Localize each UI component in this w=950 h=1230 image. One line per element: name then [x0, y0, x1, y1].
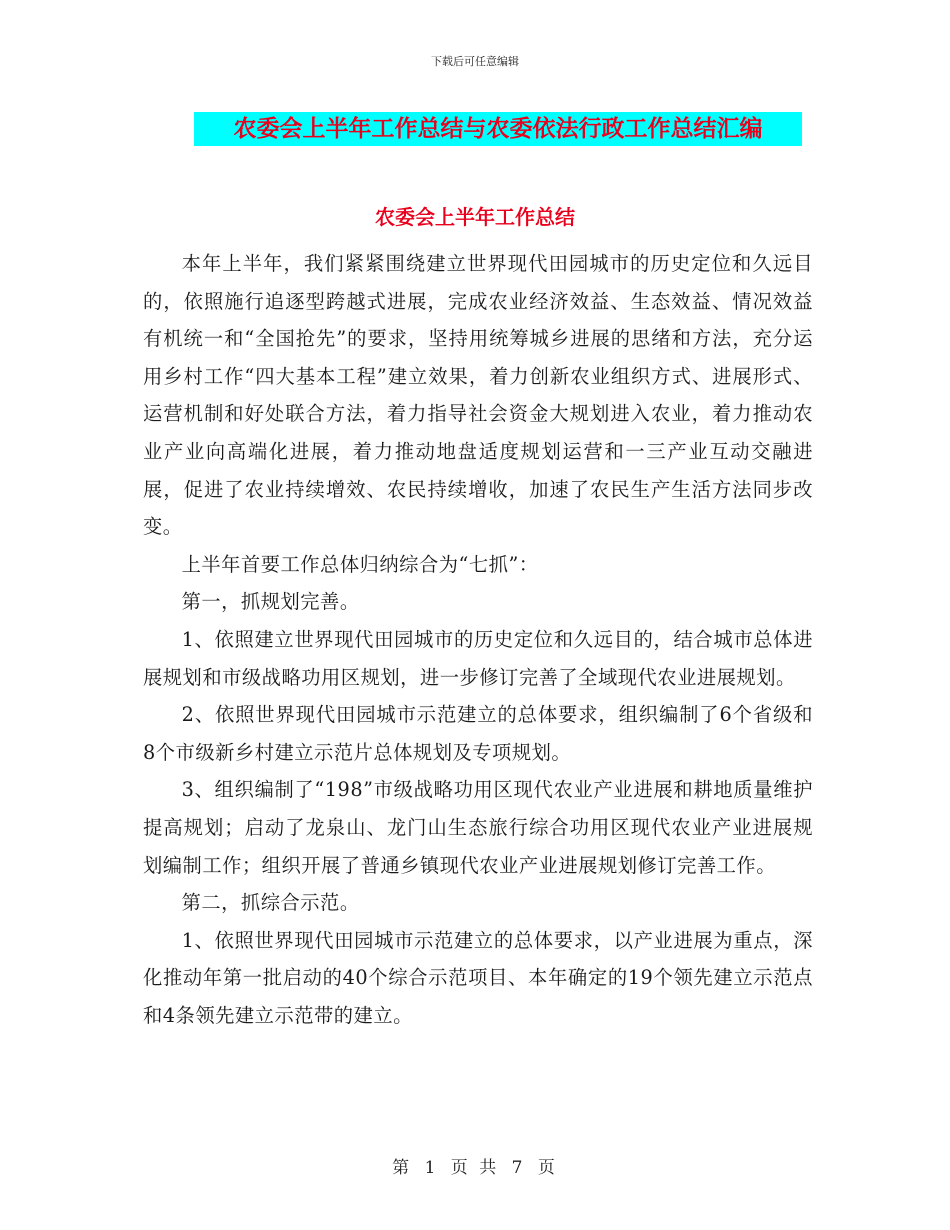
document-body [143, 245, 813, 1034]
document-title: 农委会上半年工作总结与农委依法行政工作总结汇编 [194, 112, 802, 146]
paragraph: 1、依照世界现代田园城市示范建立的总体要求，以产业进展为重点，深化推动年第一批启动的40个综合示范项目、本年确定的19个领先建立示范点和4条领先建立示范带的建立。 [143, 928, 813, 1027]
page-footer [0, 1153, 950, 1178]
footer-prefix: 第 [392, 1158, 413, 1178]
page-number: 1 [424, 1158, 439, 1178]
header-note: 下载后可任意编辑 [431, 55, 519, 68]
footer-mid: 页 共 [450, 1158, 500, 1178]
paragraph: 上半年首要工作总体归纳综合为“七抓”： [181, 552, 539, 576]
section-title: 农委会上半年工作总结 [375, 205, 575, 229]
paragraph: 1、依照建立世界现代田园城市的历史定位和久远目的，结合城市总体进展规划和市级战略功用区规划，进一步修订完善了全域现代农业进展规划。 [143, 627, 813, 689]
paragraph: 2、依照世界现代田园城市示范建立的总体要求，组织编制了6个省级和8个市级新乡村建立示范片总体规划及专项规划。 [143, 703, 813, 764]
paragraph: 第二，抓综合示范。 [181, 891, 360, 915]
paragraph: 3、组织编制了“198”市级战略功用区现代农业产业进展和耕地质量维护提高规划；启动了龙泉山、龙门山生态旅行综合功用区现代农业产业进展规划编制工作；组织开展了普通乡镇现代农业产业进展规划修订完善工作。 [143, 778, 813, 877]
footer-suffix: 页 [537, 1158, 558, 1178]
paragraph: 第一，抓规划完善。 [181, 590, 360, 614]
page-total: 7 [511, 1158, 526, 1178]
paragraph: 本年上半年，我们紧紧围绕建立世界现代田园城市的历史定位和久远目的，依照施行追逐型跨越式进展，完成农业经济效益、生态效益、情况效益有机统一和“全国抢先”的要求，坚持用统筹城乡进展的思绪和方法，充分运用乡村工作“四大基本工程”建立效果，着力创新农业组织方式、进展形式、运营机制和好处联合方法，着力指导社会资金大规划进入农业，着力推动农业产业向高端化进展，着力推动地盘适度规划运营和一三产业互动交融进展，促进了农业持续增效、农民持续增收，加速了农民生产生活方法同步改变。 [143, 252, 813, 539]
